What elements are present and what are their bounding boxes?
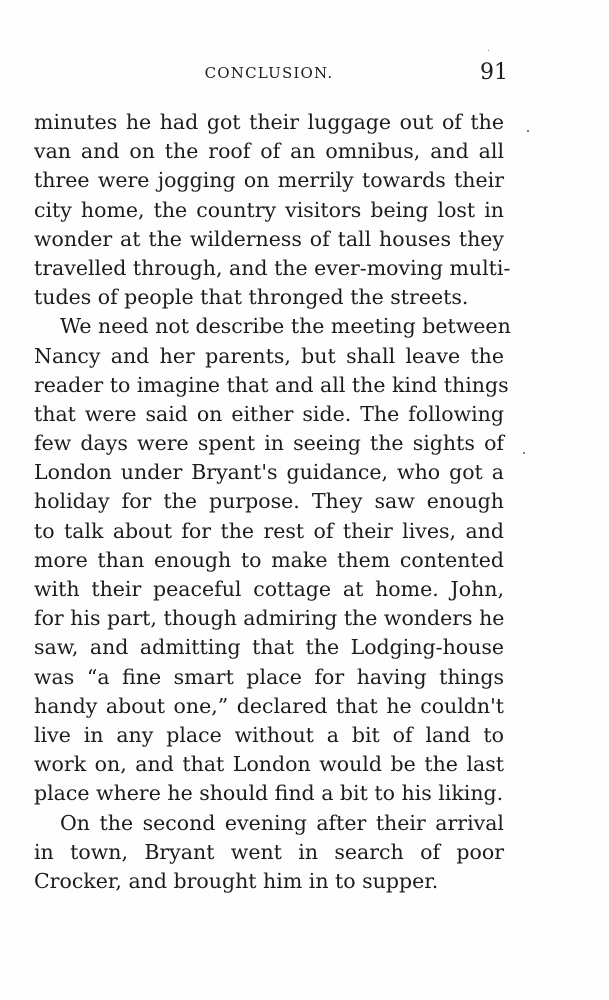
text-line: that were said on either side. The following	[34, 401, 504, 426]
text-line: wonder at the wilderness of tall houses they	[34, 226, 504, 251]
paper-speck	[488, 50, 489, 51]
text-line: in town, Bryant went in search of poor	[34, 839, 504, 864]
text-line: On the second evening after their arrival	[60, 810, 504, 835]
paper-speck	[523, 452, 525, 454]
running-head	[34, 60, 508, 86]
paper-speck	[527, 130, 529, 132]
text-line: tudes of people that thronged the streets.	[34, 285, 469, 310]
text-line: van and on the roof of an omnibus, and all	[34, 139, 504, 164]
body-text	[34, 108, 511, 896]
text-line: for his part, though admiring the wonders he	[34, 606, 505, 631]
text-line: We need not describe the meeting between	[60, 314, 511, 339]
text-line: was “a fine smart place for having things	[34, 664, 504, 689]
paragraph	[34, 809, 504, 897]
text-line: place where he should find a bit to his liking.	[34, 781, 504, 806]
text-line: saw, and admitting that the Lodging-house	[34, 635, 504, 660]
paragraph	[34, 108, 511, 312]
text-line: work on, and that London would be the last	[34, 752, 504, 777]
text-line: travelled through, and the ever-moving multi-	[34, 255, 511, 280]
text-line: more than enough to make them contented	[34, 547, 504, 572]
text-line: Crocker, and brought him in to supper.	[34, 868, 439, 893]
text-line: Nancy and her parents, but shall leave the	[34, 343, 504, 368]
text-line: to talk about for the rest of their lives, and	[34, 518, 504, 543]
text-line: live in any place without a bit of land to	[34, 722, 504, 747]
chapter-title: CONCLUSION.	[204, 64, 334, 82]
text-line: few days were spent in seeing the sights of	[34, 431, 504, 456]
paragraph	[34, 312, 511, 808]
text-line: minutes he had got their luggage out of the	[34, 110, 504, 134]
text-line: holiday for the purpose. They saw enough	[34, 489, 504, 514]
text-line: London under Bryant's guidance, who got a	[34, 460, 504, 485]
text-line: handy about one,” declared that he couldn't	[34, 693, 504, 718]
text-line: reader to imagine that and all the kind things	[34, 372, 509, 397]
text-line: three were jogging on merrily towards their	[34, 168, 504, 193]
text-line: city home, the country visitors being lost in	[34, 197, 504, 222]
text-line: with their peaceful cottage at home. John,	[34, 577, 504, 601]
page-number: 91	[480, 60, 508, 85]
